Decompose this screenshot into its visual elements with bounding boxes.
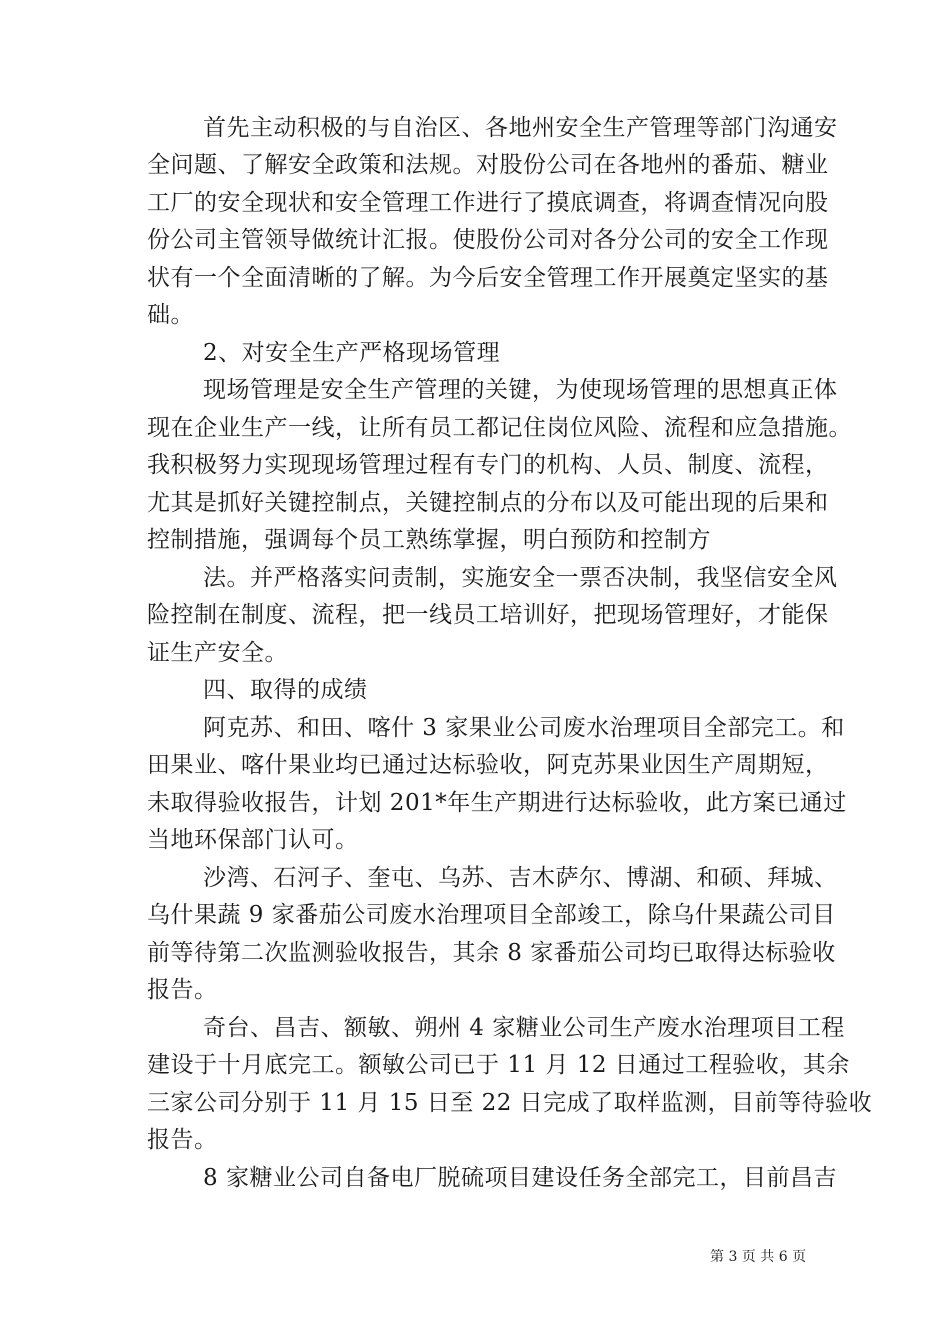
- page-number: 第 3 页 共 6 页: [710, 1249, 807, 1265]
- text-line: 础。: [147, 302, 194, 328]
- section-heading: 2、对安全生产严格现场管理: [203, 340, 501, 366]
- text-line: 阿克苏、和田、喀什 3 家果业公司废水治理项目全部完工。和: [203, 715, 845, 741]
- text-line: 首先主动积极的与自治区、各地州安全生产管理等部门沟通安: [203, 115, 838, 141]
- text-line: 报告。: [147, 1127, 218, 1153]
- text-line: 乌什果蔬 9 家番茄公司废水治理项目全部竣工，除乌什果蔬公司目: [147, 902, 836, 928]
- section-heading: 四、取得的成绩: [203, 677, 368, 703]
- text-line: 工厂的安全现状和安全管理工作进行了摸底调查，将调查情况向股: [147, 190, 829, 216]
- text-line: 沙湾、石河子、奎屯、乌苏、吉木萨尔、博湖、和硕、拜城、: [203, 865, 838, 891]
- text-line: 报告。: [147, 977, 218, 1003]
- text-line: 全问题、了解安全政策和法规。对股份公司在各地州的番茄、糖业: [147, 152, 829, 178]
- text-line: 建设于十月底完工。额敏公司已于 11 月 12 日通过工程验收，其余: [147, 1052, 850, 1078]
- text-line: 尤其是抓好关键控制点，关键控制点的分布以及可能出现的后果和: [147, 490, 829, 516]
- text-line: 我积极努力实现现场管理过程有专门的机构、人员、制度、流程，: [147, 452, 829, 478]
- text-line: 现场管理是安全生产管理的关键，为使现场管理的思想真正体: [203, 377, 838, 403]
- text-line: 田果业、喀什果业均已通过达标验收，阿克苏果业因生产周期短，: [147, 752, 829, 778]
- text-line: 8 家糖业公司自备电厂脱硫项目建设任务全部完工，目前昌吉: [203, 1165, 837, 1191]
- text-line: 状有一个全面清晰的了解。为今后安全管理工作开展奠定坚实的基: [147, 265, 829, 291]
- text-line: 份公司主管领导做统计汇报。使股份公司对各分公司的安全工作现: [147, 227, 829, 253]
- text-line: 现在企业生产一线，让所有员工都记住岗位风险、流程和应急措施。: [147, 415, 852, 441]
- text-line: 证生产安全。: [147, 640, 288, 666]
- text-line: 未取得验收报告，计划 201*年生产期进行达标验收，此方案已通过: [147, 790, 847, 816]
- text-line: 当地环保部门认可。: [147, 827, 359, 853]
- text-line: 奇台、昌吉、额敏、朔州 4 家糖业公司生产废水治理项目工程: [203, 1015, 845, 1041]
- text-line: 控制措施，强调每个员工熟练掌握，明白预防和控制方: [147, 527, 711, 553]
- text-line: 法。并严格落实问责制，实施安全一票否决制，我坚信安全风: [203, 565, 838, 591]
- text-line: 险控制在制度、流程，把一线员工培训好，把现场管理好，才能保: [147, 602, 829, 628]
- text-line: 三家公司分别于 11 月 15 日至 22 日完成了取样监测，目前等待验收: [147, 1090, 873, 1116]
- text-line: 前等待第二次监测验收报告，其余 8 家番茄公司均已取得达标验收: [147, 940, 836, 966]
